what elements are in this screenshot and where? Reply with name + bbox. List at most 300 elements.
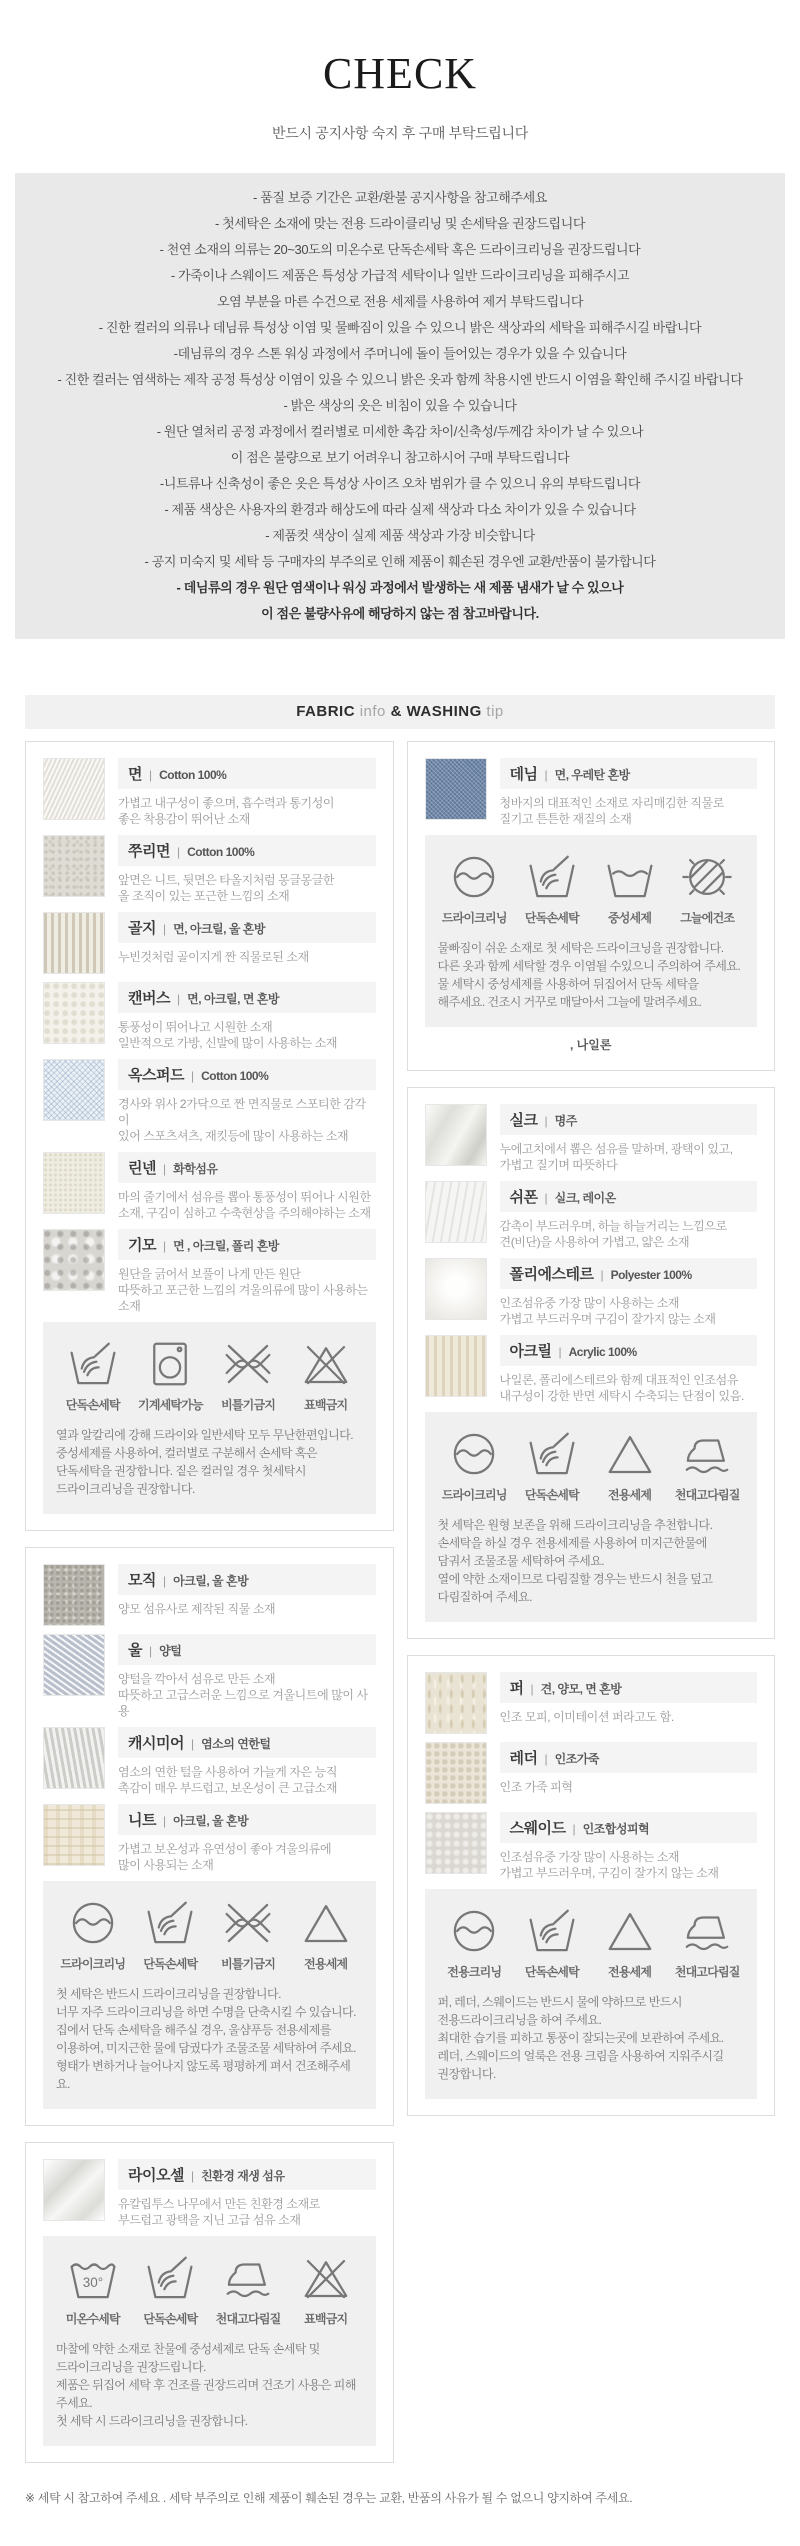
washing-symbol [593, 850, 667, 926]
washing-symbol-label: 비틀기금지 [221, 1957, 276, 1971]
iron-with-cloth-icon [680, 1427, 734, 1481]
detergent-triangle-icon [603, 1904, 657, 1958]
fabric-item [43, 982, 376, 1051]
fabric-name-divider: | [162, 922, 167, 936]
fabric-item-header [118, 1804, 376, 1835]
handwash-icon [525, 850, 579, 904]
fabric-name-divider: | [544, 1752, 548, 1766]
washing-caption [56, 1426, 363, 1498]
fabric-item-body [118, 1564, 376, 1626]
washing-symbol [134, 1896, 208, 1972]
page-title: CHECK [322, 49, 478, 98]
washing-guide [425, 1412, 758, 1622]
fabric-item-header [118, 1564, 376, 1595]
fabric-description-line: 마의 줄기에서 섬유를 뽑아 통풍성이 뛰어나 시원한 [118, 1190, 371, 1204]
washing-symbol [438, 850, 512, 926]
washing-symbol [211, 1337, 285, 1413]
fabric-composition: 염소의 연한털 [201, 1737, 271, 1751]
fabric-description-line: 누에고치에서 뽑은 섬유를 말하며, 광택이 있고, [499, 1142, 733, 1156]
washing-caption-line: 단독세탁을 권장합니다. 짙은 컬러일 경우 첫세탁시 [56, 1464, 306, 1478]
fabric-swatch-image [43, 2159, 105, 2221]
fabric-item [43, 1564, 376, 1626]
fabric-description [118, 872, 376, 904]
fabric-description-line: 따뜻하고 포근한 느낌의 겨울의류에 많이 사용하는 소재 [118, 1283, 368, 1313]
fabric-name: 니트 [128, 1812, 156, 1829]
washing-caption-line: 첫 세탁은 원형 보존을 위해 드라이크리닝을 추천합니다. [437, 1518, 713, 1532]
washing-guide [43, 1881, 376, 2109]
washing-caption-line: 해주세요. 건조시 거꾸로 매달아서 그늘에 말려주세요. [437, 995, 702, 1009]
washing-icons-row [56, 1337, 363, 1413]
fabric-name: 울 [128, 1642, 142, 1659]
washing-symbol-label: 기계세탁가능 [138, 1398, 203, 1412]
fabric-item-header [500, 758, 758, 789]
washing-symbol [515, 1427, 589, 1503]
fabric-description-line: 있어 스포츠셔츠, 재킷등에 많이 사용하는 소재 [118, 1129, 349, 1143]
washing-icons-row [56, 2251, 363, 2327]
fabric-composition: Cotton 100% [201, 1069, 269, 1083]
washing-symbol-label: 단독손세탁 [524, 911, 579, 925]
fabric-item-body [118, 758, 376, 827]
fabric-composition: 면, 아크릴, 면 혼방 [187, 992, 279, 1006]
washing-caption-line: 퍼, 레더, 스웨이드는 반드시 물에 약하므로 반드시 [437, 1995, 683, 2009]
fabric-swatch-image [43, 982, 105, 1044]
fabric-name: 실크 [509, 1112, 538, 1129]
shade-dry-icon [680, 850, 734, 904]
notice-line: - 진한 컬러의 의류나 데님류 특성상 이염 및 물빠짐이 있을 수 있으니 밝은 색상과의 세탁을 피해주시길 바랍니다 [98, 320, 702, 335]
washing-symbol [56, 1337, 130, 1413]
fabric-description-line: 따뜻하고 고급스러운 느낌으로 겨울니트에 많이 사용 [118, 1688, 368, 1718]
no-bleach-icon [299, 1337, 353, 1391]
fabric-swatch-image [43, 758, 105, 820]
notice-line: - 천연 소재의 의류는 20~30도의 미온수로 단독손세탁 혹은 드라이크리닝을 권장드립니다 [159, 242, 641, 257]
fabric-name-divider: | [544, 1191, 548, 1205]
washing-caption-line: 최대한 습기를 피하고 통풍이 잘되는곳에 보관하여 주세요. [437, 2031, 724, 2045]
washing-symbol [289, 1337, 363, 1413]
fabric-name: 레더 [509, 1750, 538, 1767]
fabric-item-header [118, 2159, 376, 2190]
fabric-description-line: 견(비단)을 사용하여 가볍고, 얇은 소재 [499, 1235, 690, 1249]
washing-caption [438, 939, 745, 1011]
washing-symbol [593, 1427, 667, 1503]
washing-caption-line: 중성세제를 사용하여, 컬러별로 구분해서 손세탁 혹은 [56, 1446, 318, 1460]
fabric-description-line: 양털을 깍아서 섬유로 만든 소재 [118, 1672, 276, 1686]
fabric-name-divider: | [149, 768, 153, 782]
fabric-item-body [118, 2159, 376, 2228]
fabric-item [425, 1335, 758, 1404]
fabric-item-body [118, 1059, 376, 1144]
washing-caption-line: 열에 약한 소재이므로 다림질할 경우는 반드시 천을 덮고 [437, 1572, 713, 1586]
fabric-box [25, 2142, 394, 2463]
washing-symbol [289, 2251, 363, 2327]
fabric-item-header [118, 1152, 376, 1183]
iron-with-cloth-icon [221, 2251, 275, 2305]
neutral-detergent-tub-icon [603, 850, 657, 904]
fabric-item-body [500, 1335, 758, 1404]
fabric-item-body [500, 1181, 758, 1250]
washing-caption-line: 첫 세탁은 반드시 드라이크리닝을 권장합니다. [56, 1987, 281, 2001]
fabric-description [118, 795, 376, 827]
fabric-swatch-image [43, 835, 105, 897]
washing-caption [56, 2340, 363, 2430]
fabric-item [425, 1104, 758, 1173]
fabric-item [425, 1742, 758, 1804]
fabric-composition: Polyester 100% [610, 1268, 692, 1282]
washing-symbol [438, 1427, 512, 1503]
washing-caption-line: 마찰에 약한 소재로 찬물에 중성세제로 단독 손세탁 및 [56, 2342, 320, 2356]
fabric-description-line: 나일론, 폴리에스테르와 함께 대표적인 인조섬유 [499, 1373, 739, 1387]
washing-symbol [670, 1427, 744, 1503]
fabric-item-body [500, 1672, 758, 1734]
fabric-name: 쉬폰 [509, 1189, 538, 1206]
fabric-name: 스웨이드 [509, 1820, 566, 1837]
washing-symbol [134, 1337, 208, 1413]
fabric-description-line: 인조 모피, 이미테이션 퍼라고도 함. [499, 1710, 674, 1724]
fabric-composition: 화학섬유 [173, 1162, 218, 1176]
fabric-swatch-image [43, 1804, 105, 1866]
fabric-item-header [118, 1634, 376, 1665]
notice-line: - 원단 열처리 공정 과정에서 컬러별로 미세한 촉감 차이/신축성/두께감 차이가 날 수 있으나 [156, 424, 644, 439]
fabric-description-line: 일반적으로 가방, 신발에 많이 사용하는 소재 [118, 1036, 338, 1050]
fabric-description-line: 부드럽고 광택을 지닌 고급 섬유 소재 [118, 2213, 301, 2227]
fabric-swatch-image [43, 1564, 105, 1626]
fabric-swatch-image [43, 1152, 105, 1214]
washing-symbol-label: 전용세제 [304, 1957, 348, 1971]
fabric-composition: 면, 아크릴, 울 혼방 [173, 922, 265, 936]
notice-line: - 가죽이나 스웨이드 제품은 특성상 가급적 세탁이나 일반 드라이크리닝을 피해주시고 [170, 268, 630, 283]
notice-line: - 공지 미숙지 및 세탁 등 구매자의 부주의로 인해 제품이 훼손된 경우엔 교환/반품이 불가합니다 [144, 554, 656, 569]
notice-line: - 진한 컬러는 염색하는 제작 공정 특성상 이염이 있을 수 있으니 밝은 옷과 함께 착용시엔 반드시 이염을 확인해 주시길 바랍니다 [57, 372, 743, 387]
fabric-item-header [500, 1672, 758, 1703]
fabric-name: 캔버스 [128, 990, 170, 1007]
fabric-description-line: 가볍고 질기며 따뜻하다 [499, 1158, 618, 1172]
fabric-name-divider: | [162, 1162, 167, 1176]
fabric-description [118, 1671, 376, 1719]
fabric-name: 폴리에스테르 [509, 1266, 594, 1283]
fabric-section-header [25, 695, 775, 729]
handwash-icon [143, 1896, 197, 1950]
washing-caption-line: 손세탁을 하실 경우 전용세제를 사용하여 미지근한물에 [437, 1536, 707, 1550]
fabric-item-body [500, 1742, 758, 1804]
washing-symbol-label: 그늘에건조 [680, 911, 735, 925]
fabric-box [407, 741, 776, 1071]
fabric-description-line: 가볍고 부드러우며 구김이 잘가지 않는 소재 [499, 1312, 716, 1326]
fabric-description-line: 염소의 연한 털을 사용하여 가늘게 자은 능직 [118, 1765, 338, 1779]
fabric-item-body [500, 1258, 758, 1327]
fabric-swatch-image [43, 1727, 105, 1789]
dry-clean-icon [447, 1904, 501, 1958]
washing-symbol-label: 미온수세탁 [65, 2312, 120, 2326]
section-title-part: info [359, 703, 391, 720]
washing-symbol-label: 전용세제 [607, 1488, 652, 1502]
washing-caption [56, 1985, 363, 2093]
fabric-swatch-image [425, 1258, 487, 1320]
fabric-item-body [118, 1634, 376, 1719]
fabric-description [118, 1189, 376, 1221]
fabric-box [407, 1087, 776, 1639]
washing-caption-line: 너무 자주 드라이크리닝을 하면 수명을 단축시킬 수 있습니다. [56, 2005, 356, 2019]
fabric-name-divider: | [190, 1069, 195, 1083]
washing-guide [425, 835, 758, 1027]
fabric-item [43, 758, 376, 827]
notice-line: - 첫세탁은 소재에 맞는 전용 드라이클리닝 및 손세탁을 권장드립니다 [214, 216, 586, 231]
fabric-description-line: 가볍고 내구성이 좋으며, 흡수력과 통기성이 [118, 796, 335, 810]
fabric-description-line: 청바지의 대표적인 소재로 자리매김한 직물로 [499, 796, 724, 810]
fabric-item [43, 1804, 376, 1873]
washing-symbol-label: 드라이크리닝 [441, 1488, 507, 1502]
washing-caption-line: 드라이크리닝을 권장합니다. [56, 1482, 195, 1496]
fabric-description-line: 누빈것처럼 골이지게 짠 직물로된 소재 [118, 950, 309, 964]
fabric-composition: 면 , 아크릴, 폴리 혼방 [173, 1239, 279, 1253]
fabric-description-line: 인조섬유중 가장 많이 사용하는 소재 [499, 1850, 680, 1864]
dry-clean-icon [66, 1896, 120, 1950]
fabric-swatch-image [425, 1104, 487, 1166]
washing-symbol [515, 850, 589, 926]
dry-clean-icon [447, 1427, 501, 1481]
dry-clean-icon [447, 850, 501, 904]
fabric-swatch-image [43, 912, 105, 974]
fabric-column-left [25, 741, 394, 2463]
fabric-name-divider: | [600, 1268, 604, 1282]
fabric-item-body [118, 1727, 376, 1796]
fabric-name-divider: | [190, 2169, 195, 2183]
fabric-item-header [500, 1812, 758, 1843]
washing-symbol-label: 천대고다림질 [215, 2312, 281, 2326]
fabric-description [118, 1601, 376, 1617]
fabric-composition: 인조가죽 [554, 1752, 599, 1766]
fabric-swatch-image [425, 1335, 487, 1397]
washing-symbol-label: 전용세제 [607, 1965, 652, 1979]
washing-symbol-label: 드라이크리닝 [60, 1957, 126, 1971]
notice-line: - 데님류의 경우 원단 염색이나 워싱 과정에서 발생하는 새 제품 냄새가 날 수 있으나 [176, 580, 624, 595]
fabric-item-body [118, 1229, 376, 1314]
fabric-item-header [500, 1742, 758, 1773]
fabric-description-line: 원단을 긁어서 보풀이 나게 만든 원단 [118, 1267, 301, 1281]
washing-caption-line: 전용드라이크리닝을 하여 주세요. [437, 2013, 602, 2027]
washing-symbol-label: 단독손세탁 [524, 1965, 579, 1979]
fabric-description [118, 1764, 376, 1796]
fabric-item-header [118, 1727, 376, 1758]
fabric-swatch-image [43, 1059, 105, 1121]
washing-caption-line: 권장합니다. [437, 2067, 496, 2081]
fabric-description [500, 1849, 758, 1881]
washing-symbol-label: 표백금지 [304, 2312, 348, 2326]
notice-line: 이 점은 불량으로 보기 어려우니 참고하시어 구매 부탁드립니다 [230, 450, 570, 465]
fabric-description-line: 질기고 튼튼한 재질의 소재 [499, 812, 632, 826]
no-bleach-icon [299, 2251, 353, 2305]
fabric-item [43, 2159, 376, 2228]
fabric-item-header [500, 1181, 758, 1212]
washing-icons-row [438, 1427, 745, 1503]
notice-line: 이 점은 불량사유에 해당하지 않는 점 참고바랍니다. [261, 606, 539, 621]
washing-symbol [438, 1904, 512, 1980]
fabric-description-line: 인조 가죽 피혁 [499, 1780, 573, 1794]
notice-line: - 품질 보증 기간은 교환/환불 공지사항을 참고해주세요 [253, 190, 547, 205]
handwash-icon [525, 1904, 579, 1958]
washing-caption-line: 집에서 단독 손세탁을 해주실 경우, 울샴푸등 전용세제를 [56, 2023, 331, 2037]
washing-caption-line: 드라이크리닝을 권장드립니다. [56, 2360, 206, 2374]
detergent-triangle-icon [603, 1427, 657, 1481]
fabric-box [25, 741, 394, 1531]
fabric-item-body [118, 982, 376, 1051]
washing-caption-line: 형태가 변하거나 늘어나지 않도록 평평하게 펴서 건조해주세요. [56, 2059, 351, 2091]
fabric-swatch-image [43, 1229, 105, 1291]
fabric-item-header [118, 1059, 376, 1090]
fabric-description-line: 소재, 구김이 심하고 수축현상을 주의해야하는 소재 [118, 1206, 371, 1220]
fabric-description [500, 1709, 758, 1725]
washing-symbol [593, 1904, 667, 1980]
washing-icons-row [438, 850, 745, 926]
fabric-item [43, 1059, 376, 1144]
fabric-item [43, 1634, 376, 1719]
handwash-icon [525, 1427, 579, 1481]
notice-box [15, 173, 785, 639]
fabric-name-divider: | [176, 992, 181, 1006]
washing-caption [438, 1993, 745, 2083]
fabric-name-divider: | [572, 1822, 576, 1836]
fabric-item-body [118, 912, 376, 974]
handwash-icon [143, 2251, 197, 2305]
footnote: ※ 세탁 시 참고하여 주세요 . 세탁 부주의로 인해 제품이 훼손된 경우는 교환, 반품의 사유가 될 수 없으니 양지하여 주세요. [25, 2491, 633, 2505]
fabric-name-divider: | [149, 1644, 153, 1658]
fabric-description-line: 올 조직이 있는 포근한 느낌의 소재 [118, 889, 290, 903]
fabric-swatch-image [425, 1181, 487, 1243]
fabric-composition: Cotton 100% [187, 845, 255, 859]
box-note: , 나일론 [570, 1038, 612, 1052]
fabric-description [118, 1096, 376, 1144]
fabric-item-header [118, 1229, 376, 1260]
washing-symbol-label: 드라이크리닝 [441, 911, 507, 925]
fabric-description [118, 1266, 376, 1314]
washing-caption-line: 다림질하여 주세요. [437, 1590, 532, 1604]
fabric-name-divider: | [530, 1682, 534, 1696]
washing-symbol-label: 천대고다림질 [674, 1488, 740, 1502]
fabric-description-line: 인조섬유중 가장 많이 사용하는 소재 [499, 1296, 680, 1310]
washing-symbol [211, 2251, 285, 2327]
fabric-name: 캐시미어 [128, 1735, 184, 1752]
washing-caption [438, 1516, 745, 1606]
fabric-item-body [500, 1104, 758, 1173]
fabric-name: 옥스퍼드 [128, 1067, 184, 1084]
fabric-item-body [118, 1152, 376, 1221]
fabric-description [500, 1218, 758, 1250]
fabric-description [500, 795, 758, 827]
fabric-column-right [407, 741, 776, 2116]
fabric-description-line: 내구성이 강한 반면 세탁시 수축되는 단점이 있음. [499, 1389, 744, 1403]
fabric-swatch-image [425, 1742, 487, 1804]
fabric-name-divider: | [190, 1737, 195, 1751]
washing-symbol-label: 비틀기금지 [221, 1398, 276, 1412]
fabric-name-divider: | [162, 1574, 167, 1588]
fabric-name: 린넨 [128, 1160, 156, 1177]
fabric-box [25, 1547, 394, 2126]
washing-symbol [670, 1904, 744, 1980]
fabric-composition: 아크릴, 울 혼방 [173, 1814, 249, 1828]
washing-symbol [134, 2251, 208, 2327]
fabric-description-line: 많이 사용되는 소재 [118, 1858, 214, 1872]
washing-symbol-label: 단독손세탁 [524, 1488, 579, 1502]
washing-caption-line: 레더, 스웨이드의 얼룩은 전용 크림을 사용하여 지워주시길 [437, 2049, 724, 2063]
washing-caption-line: 물 세탁시 중성세제를 사용하여 뒤집어서 단독 세탁을 [437, 977, 699, 991]
svg-text:30°: 30° [82, 2275, 103, 2290]
fabric-description [500, 1295, 758, 1327]
fabric-description [500, 1141, 758, 1173]
washing-symbol [515, 1904, 589, 1980]
washing-symbol-label: 중성세제 [607, 911, 652, 925]
fabric-description [500, 1779, 758, 1795]
washing-caption-line: 이용하여, 미지근한 물에 담궜다가 조물조물 세탁하여 주세요. [56, 2041, 356, 2055]
fabric-description-line: 가볍고 보온성과 유연성이 좋아 겨울의류에 [118, 1842, 332, 1856]
fabric-composition: 면, 우레탄 혼방 [554, 768, 630, 782]
fabric-description-line: 가볍고 부드러우며, 구김이 잘가지 않는 소재 [499, 1866, 719, 1880]
fabric-item [43, 1152, 376, 1221]
fabric-description-line: 촉감이 매우 부드럽고, 보온성이 큰 고급소재 [118, 1781, 338, 1795]
fabric-item-header [500, 1258, 758, 1289]
fabric-composition: 양털 [159, 1644, 182, 1658]
fabric-item-header [500, 1104, 758, 1135]
fabric-name-divider: | [162, 1239, 167, 1253]
washing-symbol-label: 단독손세탁 [65, 1398, 120, 1412]
washing-symbol [56, 2251, 130, 2327]
fabric-swatch-image [425, 1672, 487, 1734]
washing-guide [425, 1889, 758, 2099]
fabric-swatch-image [43, 1634, 105, 1696]
fabric-name: 면 [128, 766, 142, 783]
washing-symbol-label: 단독손세탁 [143, 1957, 198, 1971]
fabric-description-line: 좋은 착용감이 뛰어난 소재 [118, 812, 250, 826]
section-title-part: & WASHING [390, 703, 487, 720]
notice-line: - 제품 색상은 사용자의 환경과 해상도에 따라 실제 색상과 다소 차이가 있을 수 있습니다 [164, 502, 636, 517]
fabric-item [425, 1812, 758, 1881]
washing-caption-line: 다른 옷과 함께 세탁할 경우 이염될 수있으니 주의하여 주세요. [437, 959, 741, 973]
washing-symbol [289, 1896, 363, 1972]
washing-symbol [56, 1896, 130, 1972]
fabric-swatch-image [425, 758, 487, 820]
fabric-item-header [500, 1335, 758, 1366]
fabric-name: 모직 [128, 1572, 156, 1589]
handwash-icon [66, 1337, 120, 1391]
fabric-name-divider: | [544, 768, 548, 782]
notice-line: -니트류나 신축성이 좋은 옷은 특성상 사이즈 오차 범위가 클 수 있으니 유의 부탁드립니다 [159, 476, 641, 491]
washing-symbol [211, 1896, 285, 1972]
washing-symbol [670, 850, 744, 926]
washing-icons-row [438, 1904, 745, 1980]
fabric-item-body [118, 1804, 376, 1873]
fabric-name: 골지 [128, 920, 156, 937]
washing-caption-line: 물빠짐이 쉬운 소재로 첫 세탁은 드라이크닝을 권장합니다. [437, 941, 724, 955]
fabric-item [43, 1229, 376, 1314]
no-wring-icon [221, 1337, 275, 1391]
fabric-description [118, 949, 376, 965]
fabric-composition: Acrylic 100% [568, 1345, 637, 1359]
washing-caption-line: 첫 세탁 시 드라이크리닝을 권장합니다. [56, 2414, 248, 2428]
fabric-item [425, 1672, 758, 1734]
fabric-item-header [118, 912, 376, 943]
fabric-item [43, 912, 376, 974]
page-subtitle: 반드시 공지사항 숙지 후 구매 부탁드립니다 [272, 125, 528, 141]
fabric-name: 퍼 [509, 1680, 524, 1697]
section-title-part: tip [486, 703, 504, 720]
fabric-composition: 실크, 레이온 [554, 1191, 616, 1205]
fabric-item-body [500, 1812, 758, 1881]
washing-symbol-label: 천대고다림질 [674, 1965, 740, 1979]
fabric-item-header [118, 982, 376, 1013]
fabric-item-header [118, 758, 376, 789]
fabric-description [118, 1841, 376, 1873]
fabric-description-line: 통풍성이 뛰어나고 시원한 소재 [118, 1020, 273, 1034]
fabric-name: 라이오셀 [128, 2167, 184, 2184]
fabric-composition: Cotton 100% [159, 768, 227, 782]
fabric-description-line: 유칼립투스 나무에서 만든 친환경 소재로 [118, 2197, 321, 2211]
